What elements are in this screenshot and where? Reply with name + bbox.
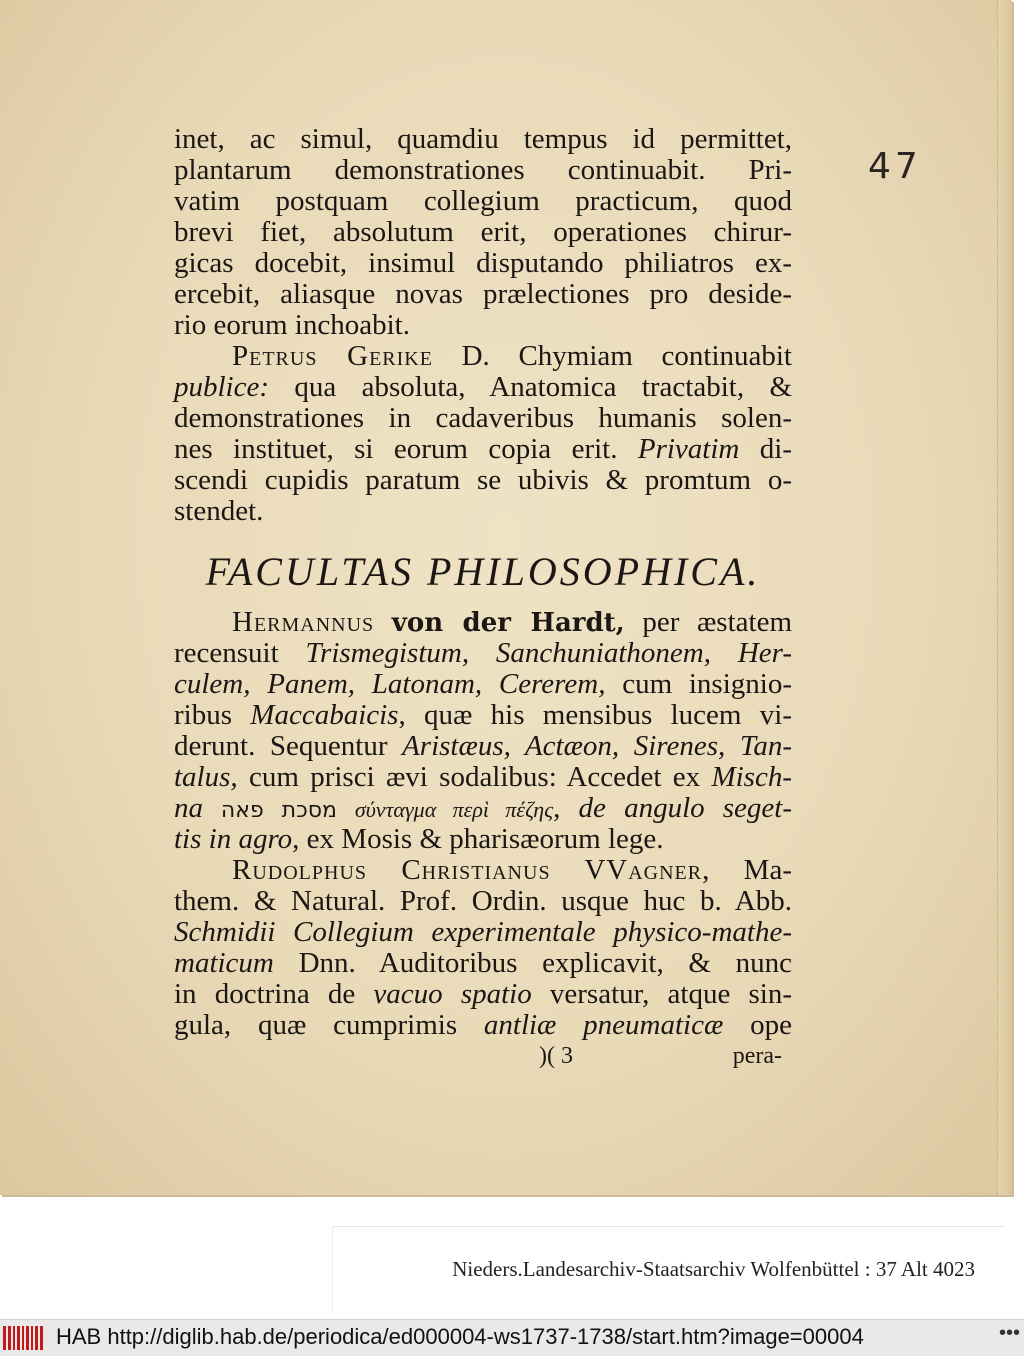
gerike-line-3: demonstrationes in cadaveribus humanis solen-: [174, 402, 792, 434]
text-span: antliæ pneumaticæ: [483, 1009, 724, 1041]
text-line: gicas docebit, insimul disputando philiatros ex-: [174, 247, 792, 279]
text-line: ercebit, aliasque novas prælectiones pro deside-: [174, 278, 792, 310]
text-line: vatim postquam collegium practicum, quod: [174, 185, 792, 217]
url-bar: [0, 1319, 1024, 1356]
hardt-line-6: [174, 762, 792, 793]
hardt-line-7: [174, 793, 792, 824]
wagner-line-1: [174, 855, 792, 886]
text-span: in doctrina de: [174, 978, 374, 1010]
text-span: Dnn. Auditoribus explicavit, & nunc: [273, 947, 792, 979]
barcode-icon: [3, 1326, 47, 1350]
archive-label-box: [332, 1226, 1005, 1312]
text-span: Aristæus, Actæon, Sirenes, Tan-: [402, 730, 792, 762]
gerike-line-2: [174, 372, 792, 403]
text-span: ribus: [174, 699, 251, 731]
page-number: 47: [868, 146, 922, 187]
text-span: qua absoluta, Anatomica tractabit, &: [269, 371, 792, 403]
text-span: talus,: [174, 761, 238, 793]
text-span: culem, Panem, Latonam, Cererem,: [174, 668, 606, 700]
text-span: , de angulo seget-: [553, 792, 793, 824]
text-line: brevi fiet, absolutum erit, operationes chirur-: [174, 216, 792, 248]
hardt-line-5: [174, 731, 792, 762]
person-name: Hermannus: [232, 606, 375, 638]
gerike-line-1: [174, 341, 792, 372]
text-span: , quæ his mensibus lucem vi-: [398, 699, 792, 731]
hardt-line-2: [174, 638, 792, 669]
text-span: D. Chymiam continuabit: [432, 340, 792, 372]
gerike-line-5: scendi cupidis paratum se ubivis & promtum o-: [174, 464, 792, 496]
text-span: Misch-: [711, 761, 792, 793]
catchline: [174, 1041, 792, 1072]
hardt-line-4: [174, 700, 792, 731]
text-span: Maccabaicis: [250, 699, 399, 731]
section-heading: FACULTAS PHILOSOPHICA.: [205, 549, 761, 594]
wagner-line-2: them. & Natural. Prof. Ordin. usque huc b. Abb.: [174, 885, 792, 917]
more-icon[interactable]: •••: [998, 1322, 1020, 1344]
text-span: tis in agro: [174, 823, 293, 855]
gerike-line-4: [174, 434, 792, 465]
text-line: plantarum demonstrationes continuabit. Pri-: [174, 154, 792, 186]
text-line: inet, ac simul, quamdiu tempus id permittet,: [174, 123, 792, 155]
text-span: di-: [739, 433, 792, 465]
hardt-line-1: [174, 607, 792, 638]
wagner-line-4: [174, 948, 792, 979]
text-span: , ex Mosis & pharisæorum lege.: [292, 823, 664, 855]
text-span: versatur, atque sin-: [531, 978, 792, 1010]
text-line: rio eorum inchoabit.: [174, 309, 410, 341]
page-url[interactable]: HAB http://diglib.hab.de/periodica/ed000004-ws1737-1738/start.htm?image=00004: [56, 1324, 864, 1349]
gerike-line-6: stendet.: [174, 495, 264, 527]
text-span: recensuit: [174, 637, 306, 669]
text-span: von der Hardt,: [391, 608, 625, 638]
archive-label: Nieders.Landesarchiv-Staatsarchiv Wolfenbüttel : 37 Alt 4023: [452, 1257, 975, 1281]
hardt-line-3: [174, 669, 792, 700]
signature-mark: )( 3: [539, 1043, 573, 1069]
text-span: gula, quæ cumprimis: [174, 1009, 484, 1041]
catchword: pera-: [732, 1043, 782, 1069]
greek-text: σύνταγμα περὶ πέζης: [354, 797, 554, 822]
text-span: cum prisci ævi sodalibus: Accedet ex: [237, 761, 712, 793]
text-span: publice:: [174, 371, 270, 403]
person-name: Rudolphus Christianus VVagner,: [232, 854, 711, 886]
text-span: derunt. Sequentur: [174, 730, 403, 762]
text-span: maticum: [174, 947, 274, 979]
text-span: Trismegistum, Sanchuniathonem, Her-: [305, 637, 792, 669]
text-span: nes instituet, si eorum copia erit.: [174, 433, 638, 465]
text-span: Privatim: [637, 433, 740, 465]
wagner-line-3: Schmidii Collegium experimentale physico-mathe-: [174, 916, 792, 948]
text-span: ope: [723, 1009, 792, 1041]
text-block: [174, 124, 792, 1072]
text-span: Ma-: [710, 854, 792, 886]
text-span: cum insignio-: [605, 668, 792, 700]
person-name: Petrus Gerike: [232, 340, 433, 372]
text-span: per æstatem: [624, 606, 793, 638]
hebrew-text: מסכת פאה: [203, 798, 355, 823]
wagner-line-5: [174, 979, 792, 1010]
text-span: na: [174, 792, 203, 824]
text-span: vacuo spatio: [373, 978, 532, 1010]
hardt-line-8: [174, 824, 792, 855]
wagner-line-6: [174, 1010, 792, 1041]
